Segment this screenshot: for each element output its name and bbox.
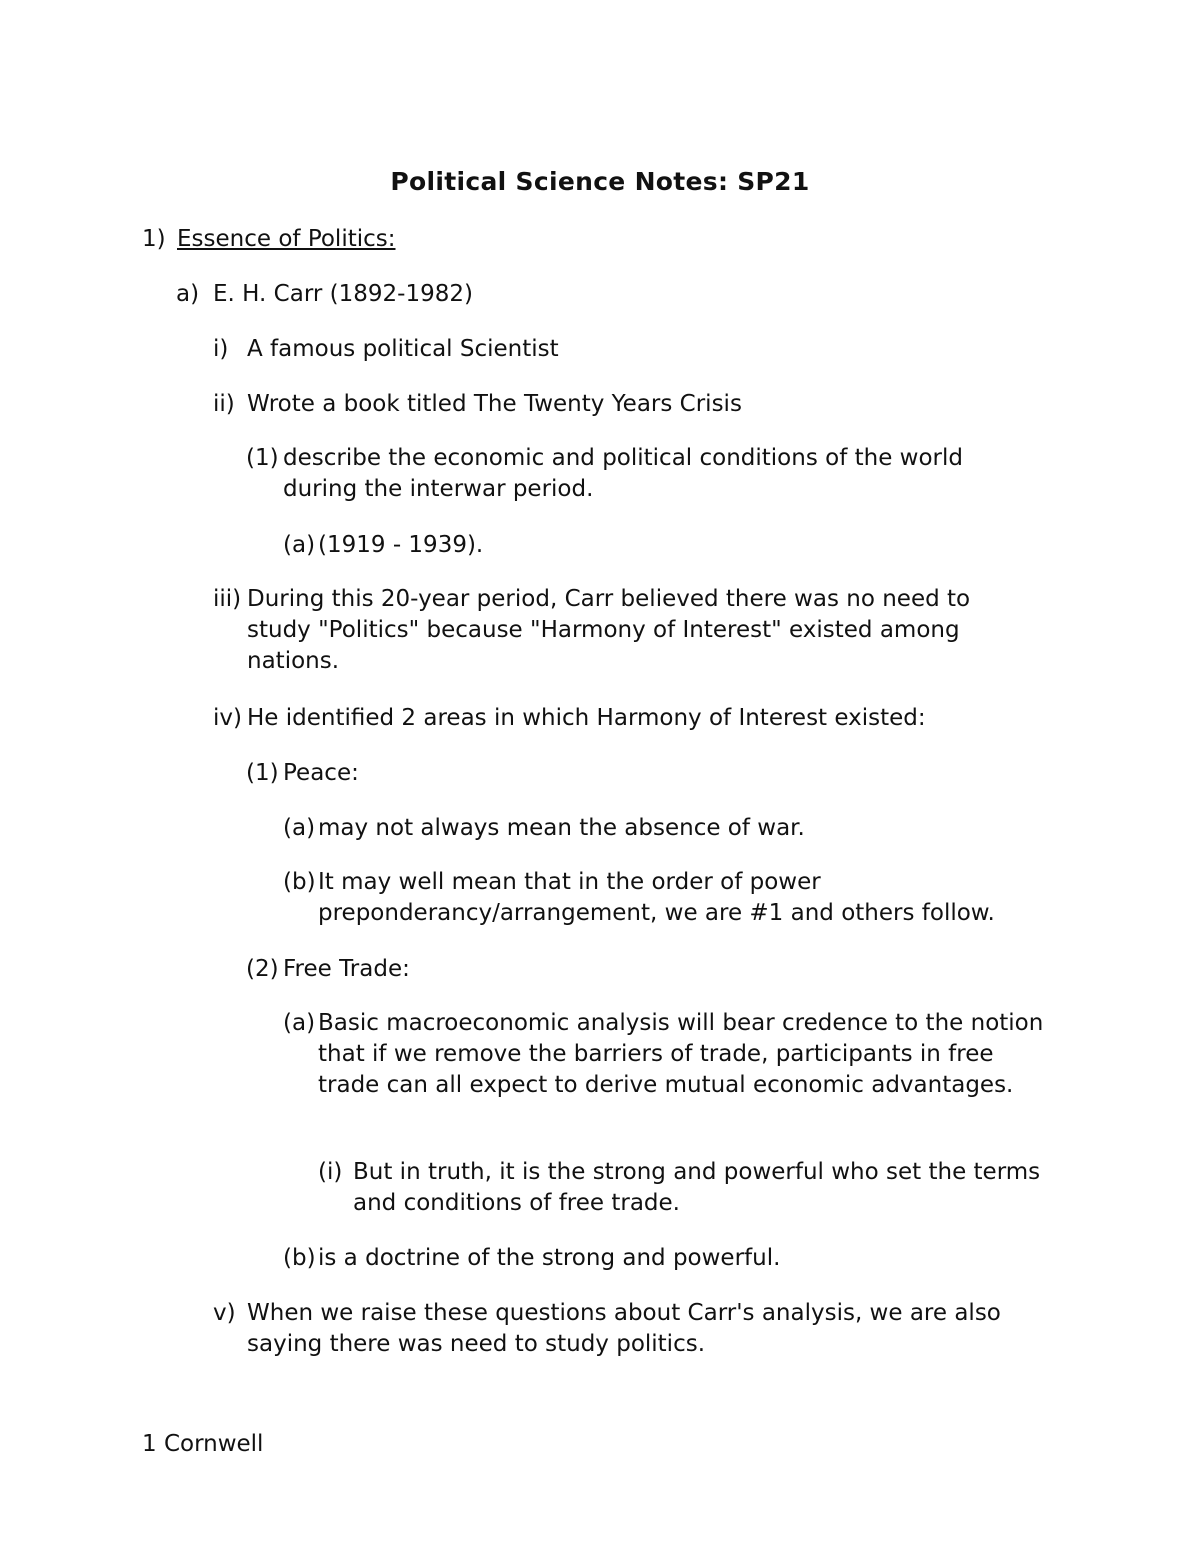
outline-marker: (1) — [246, 445, 279, 471]
outline-marker: iv) — [213, 705, 242, 731]
outline-marker: (1) — [246, 760, 279, 786]
outline-text: Peace: — [283, 760, 359, 786]
outline-marker: (2) — [246, 956, 279, 982]
outline-item-iv — [213, 703, 1047, 734]
outline-item-iv-1-b — [283, 867, 1038, 929]
page-footer: 1 Cornwell — [142, 1431, 264, 1457]
outline-marker: (a) — [283, 815, 316, 841]
outline-marker: iii) — [213, 586, 242, 612]
outline-text: He identified 2 areas in which Harmony of Interest existed: — [247, 705, 926, 731]
outline-text: During this 20-year period, Carr believed there was no need to study "Politics" because "Harmony of Interest" existed among nations. — [247, 586, 971, 674]
outline-item-iv-2-b — [283, 1243, 1038, 1274]
outline-text: is a doctrine of the strong and powerful. — [318, 1245, 781, 1271]
outline-text: Wrote a book titled The Twenty Years Crisis — [247, 391, 742, 417]
outline-text: When we raise these questions about Carr's analysis, we are also saying there was need to study politics. — [247, 1300, 1001, 1357]
outline-item-iv-2 — [246, 954, 1003, 985]
outline-marker: ii) — [213, 391, 235, 417]
outline-item-a — [176, 279, 913, 310]
outline-item-iii — [213, 584, 1005, 677]
outline-text: describe the economic and political conditions of the world during the interwar period. — [283, 445, 963, 502]
outline-marker: (b) — [283, 869, 316, 895]
outline-item-iv-1-a — [283, 813, 1038, 844]
outline-marker: (i) — [318, 1159, 343, 1185]
outline-item-iv-2-a-i — [318, 1157, 1065, 1219]
outline-item-iv-2-a — [283, 1008, 1060, 1101]
outline-text: E. H. Carr (1892-1982) — [213, 281, 473, 307]
outline-text: may not always mean the absence of war. — [318, 815, 805, 841]
outline-marker: i) — [213, 336, 229, 362]
outline-item-1 — [142, 224, 777, 255]
outline-marker: (b) — [283, 1245, 316, 1271]
outline-text: Free Trade: — [283, 956, 410, 982]
outline-text: Basic macroeconomic analysis will bear credence to the notion that if we remove the barriers of trade, participants in free trade can all expect to derive mutual economic advantages. — [318, 1010, 1044, 1098]
outline-text: A famous political Scientist — [247, 336, 559, 362]
outline-item-ii — [213, 389, 1027, 420]
outline-item-i — [213, 334, 1027, 365]
outline-marker: (a) — [283, 532, 316, 558]
outline-marker: 1) — [142, 226, 166, 252]
outline-marker: v) — [213, 1300, 236, 1326]
outline-marker: (a) — [283, 1010, 316, 1036]
outline-item-ii-1 — [246, 443, 1003, 505]
outline-item-iv-1 — [246, 758, 1003, 789]
outline-text: It may well mean that in the order of power preponderancy/arrangement, we are #1 and others follow. — [318, 869, 995, 926]
document-title: Political Science Notes: SP21 — [390, 167, 810, 196]
outline-item-ii-1-a — [283, 530, 998, 561]
outline-text: But in truth, it is the strong and powerful who set the terms and conditions of free trade. — [353, 1159, 1041, 1216]
outline-item-v — [213, 1298, 1037, 1360]
section-heading: Essence of Politics: — [177, 226, 396, 252]
outline-marker: a) — [176, 281, 200, 307]
outline-text: (1919 - 1939). — [318, 532, 484, 558]
